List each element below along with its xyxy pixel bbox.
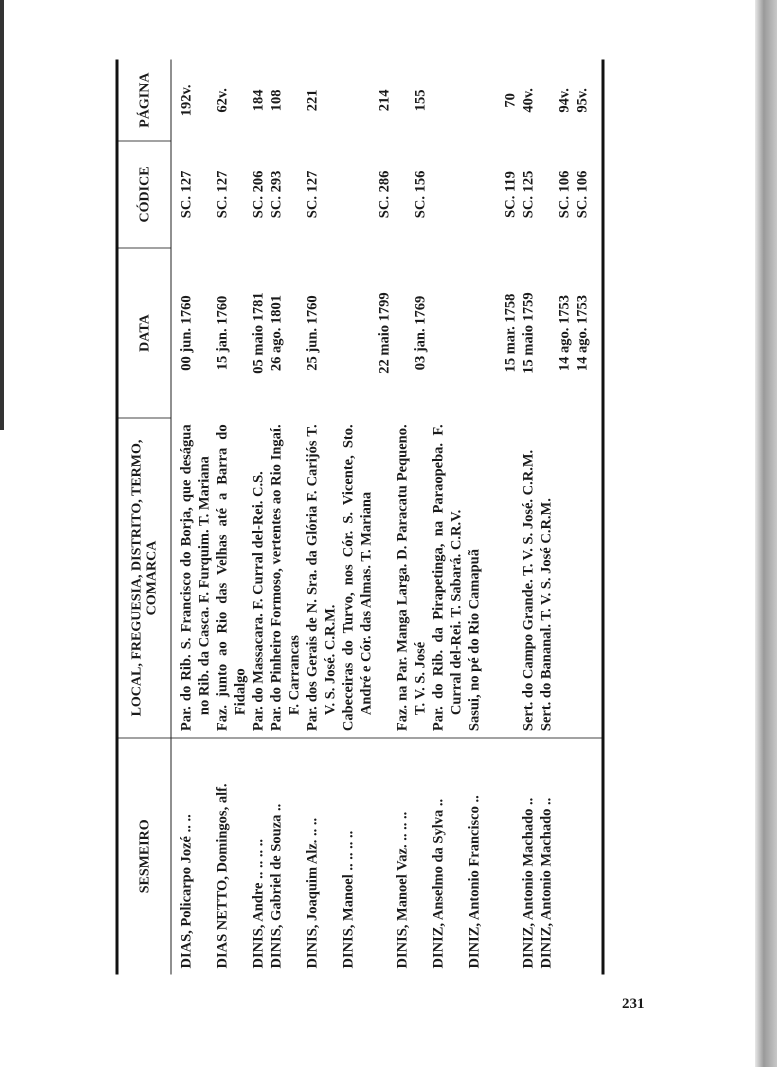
cell-pagina: 108 <box>268 89 285 112</box>
cell-data: 26 ago. 1801 <box>268 294 285 372</box>
cell-pagina: 184 <box>250 89 267 112</box>
cell-sesmeiro: DINIS, Manoel Vaz. .. .. .. <box>394 811 411 969</box>
table-row <box>250 60 268 975</box>
cell-codice: SC. 286 <box>376 170 393 219</box>
cell-sesmeiro: DINIS, Joaquim Alz. .. .. <box>304 817 321 969</box>
cell-codice: SC. 125 <box>520 170 537 219</box>
cell-data: 25 jun. 1760 <box>304 295 321 371</box>
cell-pagina: 70 <box>502 93 519 108</box>
table-row <box>304 60 340 975</box>
cell-local <box>268 418 304 737</box>
scan-edge-left <box>0 0 4 430</box>
cell-local <box>430 418 466 737</box>
cell-local <box>340 418 394 737</box>
header-codice: CÓDICE <box>117 141 171 247</box>
table-row <box>520 60 538 975</box>
cell-local <box>394 418 430 737</box>
local-text: Sasui, no pé do Rio Camapuã <box>466 549 483 732</box>
cell-pagina: 95v. <box>574 88 591 113</box>
header-data: DATA <box>117 248 171 419</box>
table-row <box>171 60 214 975</box>
cell-codice: SC. 119 <box>502 171 519 218</box>
cell-sesmeiro: DINIS, Gabriel de Souza .. <box>268 803 285 969</box>
cell-local <box>538 418 574 737</box>
cell-data: 14 ago. 1753 <box>574 294 591 372</box>
cell-local <box>250 418 268 737</box>
cell-pagina: 214 <box>376 89 393 112</box>
table-row <box>214 60 250 975</box>
cell-pagina: 155 <box>412 89 429 112</box>
cell-data: 03 jan. 1769 <box>412 295 429 371</box>
cell-pagina: 192v. <box>178 84 195 117</box>
cell-pagina: 62v. <box>214 88 231 113</box>
table-row <box>340 60 394 975</box>
rotated-table-sheet <box>116 60 666 975</box>
cell-pagina: 40v. <box>520 88 537 113</box>
cell-pagina: 221 <box>304 89 321 112</box>
page-number: 231 <box>622 996 645 1012</box>
table-row <box>430 60 466 975</box>
cell-sesmeiro: DIAS NETTO, Domingos, alf. <box>214 783 231 969</box>
local-text: Faz. na Par. Manga Larga. D. Paracatu Pequeno. T. V. S. José <box>394 424 429 732</box>
local-text: Par. do Rib. da Pirapetinga, na Paraopeba. F. Curral del-Rei. T. Sabará. C.R.V. <box>430 424 465 732</box>
cell-data: 22 maio 1799 <box>376 292 393 374</box>
cell-data: 15 jan. 1760 <box>214 295 231 371</box>
cell-codice: SC. 106 <box>556 170 573 219</box>
cell-local <box>466 418 520 737</box>
cell-sesmeiro: DINIZ, Antonio Machado .. <box>520 797 537 969</box>
cell-data <box>430 248 466 419</box>
table-row <box>538 60 574 975</box>
local-text: Par. dos Gerais de N. Sra. da Glória F. Carijós T. V. S. José. C.R.M. <box>304 424 339 732</box>
cell-data: 15 maio 1759 <box>520 292 537 374</box>
local-text: Par. do Pinheiro Formoso, vertentes ao Rio Ingaí. F. Carrancas <box>268 424 303 732</box>
cell-sesmeiro: DINIS, Andre .. .. .. .. <box>250 839 267 969</box>
cell-sesmeiro: DIAS, Policarpo Jozé .. .. <box>178 814 195 969</box>
local-text: Faz. junto ao Rio das Velhas até a Barra do Fidalgo <box>214 424 249 732</box>
cell-sesmeiro: DINIZ, Antonio Francisco .. <box>466 795 483 969</box>
table-row <box>574 60 604 975</box>
cell-codice: SC. 127 <box>214 170 231 219</box>
cell-codice: SC. 106 <box>574 170 591 219</box>
cell-sesmeiro: DINIZ, Anselmo da Sylva .. <box>430 798 447 969</box>
cell-pagina: 94v. <box>556 88 573 113</box>
cell-local <box>214 418 250 737</box>
cell-sesmeiro: DINIS, Manoel .. .. .. .. <box>340 830 357 969</box>
cell-data: 15 mar. 1758 <box>502 293 519 373</box>
cell-codice: SC. 127 <box>304 170 321 219</box>
table-row <box>466 60 520 975</box>
cell-local <box>171 418 214 737</box>
table-row <box>268 60 304 975</box>
cell-sesmeiro: DINIZ, Antonio Machado .. <box>538 797 555 969</box>
table-header-row <box>117 60 171 975</box>
local-text: Sert. do Bananal. T. V. S. José C.R.M. <box>538 498 555 732</box>
header-sesmeiro: SESMEIRO <box>117 738 171 975</box>
cell-data: 05 maio 1781 <box>250 292 267 374</box>
cell-pagina <box>430 60 466 142</box>
cell-codice: SC. 156 <box>412 170 429 219</box>
header-pagina: PÁGINA <box>117 60 171 142</box>
scan-edge-right <box>755 0 777 1067</box>
cell-local <box>520 418 538 737</box>
local-text: Par. do Rib. S. Francisco do Borja, que deságua no Rib. da Casca. F. Furquim. T. Mariana <box>178 424 213 732</box>
local-text: Par. do Massacara. F. Curral del-Rei. C.S. <box>250 471 267 732</box>
local-text: Sert. do Campo Grande. T. V. S. José. C.R.M. <box>520 449 537 732</box>
header-local: LOCAL, FREGUESIA, DISTRITO, TERMO, COMARCA <box>117 418 171 737</box>
cell-local <box>574 418 604 737</box>
cell-local <box>304 418 340 737</box>
cell-data: 14 ago. 1753 <box>556 294 573 372</box>
sesmarias-table <box>116 60 605 975</box>
cell-codice: SC. 293 <box>268 170 285 219</box>
cell-codice: SC. 127 <box>178 170 195 219</box>
table-body <box>171 60 603 975</box>
cell-codice: SC. 206 <box>250 170 267 219</box>
cell-sesmeiro <box>574 738 604 975</box>
table-row <box>394 60 430 975</box>
cell-codice <box>430 141 466 247</box>
cell-data: 00 jun. 1760 <box>178 295 195 371</box>
local-text: Cabeceiras do Turvo, nos Cór. S. Vicente, Sto. André e Cór. das Almas. T. Mariana <box>340 424 375 732</box>
